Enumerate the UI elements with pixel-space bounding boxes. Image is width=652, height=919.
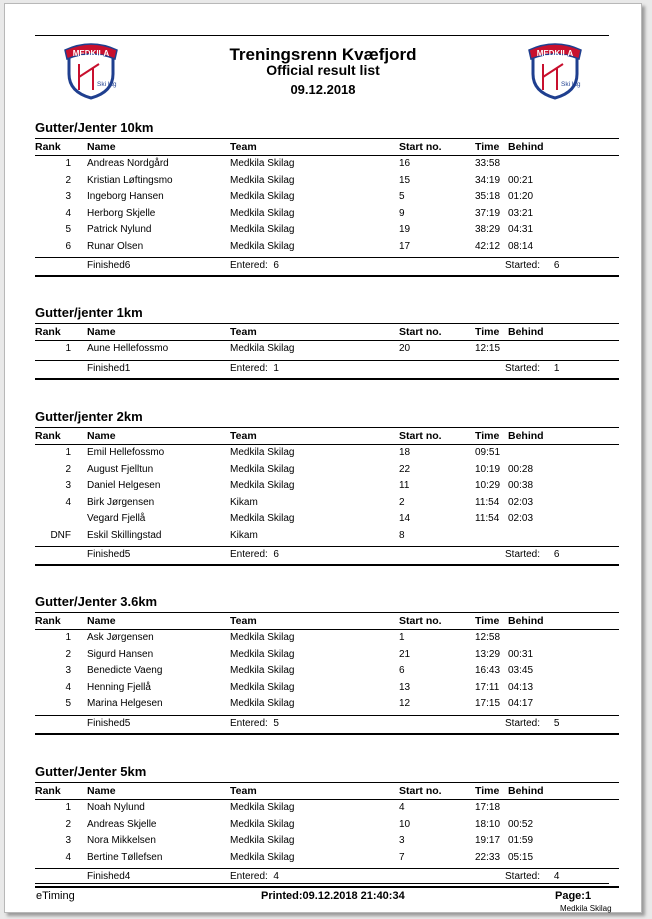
team-cell: Medkila Skilag xyxy=(230,463,295,475)
col-rank-header: Rank xyxy=(35,430,61,442)
time-cell: 12:58 xyxy=(475,632,501,643)
result-row xyxy=(35,189,619,205)
name-cell: Henning Fjellå xyxy=(87,681,151,693)
logo-banner-text: MEDKILA xyxy=(72,49,110,58)
behind-cell: 00:31 xyxy=(508,648,534,660)
result-row xyxy=(35,511,619,527)
team-cell: Medkila Skilag xyxy=(230,191,295,202)
rank-cell: 1 xyxy=(65,158,71,169)
behind-cell: 02:03 xyxy=(508,496,534,508)
section-summary xyxy=(35,360,619,380)
result-sheet xyxy=(4,3,642,913)
team-cell: Medkila Skilag xyxy=(230,851,295,863)
team-cell: Medkila Skilag xyxy=(230,818,295,830)
result-row xyxy=(35,462,619,478)
rank-cell: DNF xyxy=(50,529,71,541)
finished-count: Finished1 xyxy=(87,362,131,374)
rank-cell: 3 xyxy=(65,191,71,202)
team-cell: Kikam xyxy=(230,496,258,508)
footer-software: eTiming xyxy=(36,890,75,902)
rank-cell: 6 xyxy=(65,240,71,252)
time-cell: 17:18 xyxy=(475,802,501,813)
rank-cell: 4 xyxy=(65,207,71,219)
start-no-cell: 10 xyxy=(399,818,411,830)
time-cell: 12:15 xyxy=(475,343,501,354)
time-cell: 11:54 xyxy=(475,496,500,508)
result-row xyxy=(35,206,619,222)
start-no-cell: 8 xyxy=(399,529,405,541)
team-cell: Medkila Skilag xyxy=(230,447,295,458)
logo-sub-text: Ski lag xyxy=(561,81,581,88)
result-row xyxy=(35,528,619,544)
col-rank-header: Rank xyxy=(35,141,61,153)
name-cell: Sigurd Hansen xyxy=(87,648,154,660)
time-cell: 34:19 xyxy=(475,174,501,186)
col-behind-header: Behind xyxy=(508,430,544,442)
time-cell: 33:58 xyxy=(475,158,501,169)
team-cell: Medkila Skilag xyxy=(230,224,295,235)
col-rank-header: Rank xyxy=(35,615,61,627)
result-row xyxy=(35,478,619,494)
col-start-header: Start no. xyxy=(399,430,442,442)
start-no-cell: 21 xyxy=(399,648,411,660)
team-cell: Medkila Skilag xyxy=(230,802,295,813)
behind-cell: 03:45 xyxy=(508,665,534,676)
result-row xyxy=(35,222,619,238)
behind-cell: 00:38 xyxy=(508,480,534,491)
section-summary xyxy=(35,257,619,277)
section-title: Gutter/Jenter 5km xyxy=(35,764,147,779)
event-subtitle: Official result list xyxy=(266,62,380,78)
start-no-cell: 14 xyxy=(399,513,411,524)
name-cell: Ingeborg Hansen xyxy=(87,191,164,202)
col-team-header: Team xyxy=(230,615,257,627)
name-cell: Noah Nylund xyxy=(87,802,145,813)
behind-cell: 08:14 xyxy=(508,240,534,252)
rank-cell: 2 xyxy=(65,648,71,660)
time-cell: 16:43 xyxy=(475,665,501,676)
time-cell: 09:51 xyxy=(475,447,501,458)
start-no-cell: 5 xyxy=(399,191,405,202)
behind-cell: 00:28 xyxy=(508,463,534,475)
time-cell: 19:17 xyxy=(475,835,501,846)
start-no-cell: 13 xyxy=(399,681,411,693)
time-cell: 18:10 xyxy=(475,818,501,830)
team-cell: Medkila Skilag xyxy=(230,665,295,676)
column-header xyxy=(35,782,619,800)
behind-cell: 05:15 xyxy=(508,851,534,863)
entered-count: Entered: 6 xyxy=(230,549,279,560)
result-row xyxy=(35,850,619,866)
team-cell: Medkila Skilag xyxy=(230,648,295,660)
entered-count: Entered: 4 xyxy=(230,871,279,882)
time-cell: 10:19 xyxy=(475,463,501,475)
column-header xyxy=(35,138,619,156)
name-cell: Herborg Skjelle xyxy=(87,207,156,219)
event-date: 09.12.2018 xyxy=(290,82,356,97)
started-count: Started: 1 xyxy=(505,362,560,374)
col-rank-header: Rank xyxy=(35,326,61,338)
rank-cell: 3 xyxy=(65,665,71,676)
col-team-header: Team xyxy=(230,326,257,338)
name-cell: Nora Mikkelsen xyxy=(87,835,156,846)
column-header xyxy=(35,612,619,630)
started-count: Started: 6 xyxy=(505,260,560,271)
time-cell: 42:12 xyxy=(475,240,501,252)
finished-count: Finished6 xyxy=(87,260,131,271)
section-summary xyxy=(35,546,619,566)
start-no-cell: 9 xyxy=(399,207,405,219)
start-no-cell: 17 xyxy=(399,240,411,252)
time-cell: 22:33 xyxy=(475,851,501,863)
logo-sub-text: Ski lag xyxy=(97,81,117,88)
time-cell: 37:19 xyxy=(475,207,501,219)
column-header xyxy=(35,427,619,445)
start-no-cell: 3 xyxy=(399,835,405,846)
name-cell: Vegard Fjellå xyxy=(87,513,146,524)
team-cell: Medkila Skilag xyxy=(230,681,295,693)
col-start-header: Start no. xyxy=(399,326,442,338)
started-count: Started: 4 xyxy=(505,871,560,882)
rank-cell: 1 xyxy=(65,343,71,354)
section-summary xyxy=(35,715,619,735)
col-time-header: Time xyxy=(475,785,500,797)
entered-count: Entered: 1 xyxy=(230,362,279,374)
col-rank-header: Rank xyxy=(35,785,61,797)
name-cell: Patrick Nylund xyxy=(87,224,152,235)
name-cell: Ask Jørgensen xyxy=(87,632,154,643)
col-behind-header: Behind xyxy=(508,141,544,153)
team-cell: Medkila Skilag xyxy=(230,698,295,709)
col-time-header: Time xyxy=(475,615,500,627)
col-name-header: Name xyxy=(87,615,116,627)
time-cell: 13:29 xyxy=(475,648,501,660)
rank-cell: 2 xyxy=(65,174,71,186)
rank-cell: 1 xyxy=(65,802,71,813)
start-no-cell: 18 xyxy=(399,447,411,458)
result-row xyxy=(35,495,619,511)
time-cell: 17:15 xyxy=(475,698,501,709)
name-cell: Bertine Tøllefsen xyxy=(87,851,163,863)
behind-cell: 04:13 xyxy=(508,681,534,693)
finished-count: Finished5 xyxy=(87,549,131,560)
start-no-cell: 2 xyxy=(399,496,405,508)
team-cell: Medkila Skilag xyxy=(230,513,295,524)
behind-cell: 03:21 xyxy=(508,207,534,219)
name-cell: Andreas Nordgård xyxy=(87,158,169,169)
name-cell: Benedicte Vaeng xyxy=(87,665,163,676)
rank-cell: 5 xyxy=(65,224,71,235)
start-no-cell: 19 xyxy=(399,224,411,235)
rank-cell: 1 xyxy=(65,632,71,643)
rank-cell: 4 xyxy=(65,496,71,508)
col-team-header: Team xyxy=(230,785,257,797)
footer-page: Page:1 xyxy=(555,890,592,902)
result-row xyxy=(35,239,619,255)
result-row xyxy=(35,680,619,696)
entered-count: Entered: 6 xyxy=(230,260,279,271)
start-no-cell: 15 xyxy=(399,174,411,186)
col-time-header: Time xyxy=(475,430,500,442)
start-no-cell: 4 xyxy=(399,802,405,813)
team-cell: Medkila Skilag xyxy=(230,158,295,169)
result-row xyxy=(35,341,619,357)
time-cell: 11:54 xyxy=(475,513,500,524)
team-cell: Medkila Skilag xyxy=(230,207,295,219)
entered-count: Entered: 5 xyxy=(230,717,279,729)
column-header xyxy=(35,323,619,341)
col-name-header: Name xyxy=(87,430,116,442)
result-row xyxy=(35,833,619,849)
result-row xyxy=(35,817,619,833)
section-title: Gutter/Jenter 3.6km xyxy=(35,594,158,609)
logo-banner-text: MEDKILA xyxy=(536,49,574,58)
col-start-header: Start no. xyxy=(399,785,442,797)
col-team-header: Team xyxy=(230,141,257,153)
result-row xyxy=(35,647,619,663)
name-cell: Eskil Skillingstad xyxy=(87,529,162,541)
section-title: Gutter/Jenter 10km xyxy=(35,120,154,135)
footer-printed: Printed:09.12.2018 21:40:34 xyxy=(261,890,405,902)
behind-cell: 02:03 xyxy=(508,513,534,524)
start-no-cell: 6 xyxy=(399,665,405,676)
rank-cell: 3 xyxy=(65,480,71,491)
col-behind-header: Behind xyxy=(508,326,544,338)
name-cell: Emil Hellefossmo xyxy=(87,447,165,458)
col-time-header: Time xyxy=(475,326,500,338)
event-title: Treningsrenn Kvæfjord xyxy=(229,45,417,64)
rank-cell: 1 xyxy=(65,447,71,458)
start-no-cell: 20 xyxy=(399,343,411,354)
started-count: Started: 6 xyxy=(505,549,560,560)
time-cell: 17:11 xyxy=(475,681,500,693)
col-start-header: Start no. xyxy=(399,141,442,153)
col-name-header: Name xyxy=(87,141,116,153)
result-row xyxy=(35,696,619,712)
name-cell: Marina Helgesen xyxy=(87,698,163,709)
col-behind-header: Behind xyxy=(508,615,544,627)
name-cell: Runar Olsen xyxy=(87,240,144,252)
result-row xyxy=(35,173,619,189)
name-cell: Daniel Helgesen xyxy=(87,480,161,491)
col-name-header: Name xyxy=(87,785,116,797)
name-cell: August Fjelltun xyxy=(87,463,154,475)
name-cell: Aune Hellefossmo xyxy=(87,343,169,354)
start-no-cell: 11 xyxy=(399,480,410,491)
started-count: Started: 5 xyxy=(505,717,560,729)
rank-cell: 2 xyxy=(65,463,71,475)
finished-count: Finished5 xyxy=(87,717,131,729)
time-cell: 38:29 xyxy=(475,224,501,235)
footer-rule xyxy=(35,883,609,884)
section-summary xyxy=(35,868,619,888)
rank-cell: 4 xyxy=(65,851,71,863)
team-cell: Medkila Skilag xyxy=(230,632,295,643)
behind-cell: 04:31 xyxy=(508,224,534,235)
team-cell: Kikam xyxy=(230,529,258,541)
team-cell: Medkila Skilag xyxy=(230,835,295,846)
col-name-header: Name xyxy=(87,326,116,338)
result-row xyxy=(35,663,619,679)
rank-cell: 2 xyxy=(65,818,71,830)
time-cell: 10:29 xyxy=(475,480,501,491)
name-cell: Birk Jørgensen xyxy=(87,496,155,508)
name-cell: Andreas Skjelle xyxy=(87,818,157,830)
team-cell: Medkila Skilag xyxy=(230,174,295,186)
team-cell: Medkila Skilag xyxy=(230,480,295,491)
finished-count: Finished4 xyxy=(87,871,131,882)
footer-club: Medkila Skilag xyxy=(560,904,612,913)
team-cell: Medkila Skilag xyxy=(230,240,295,252)
col-team-header: Team xyxy=(230,430,257,442)
rank-cell: 4 xyxy=(65,681,71,693)
start-no-cell: 16 xyxy=(399,158,411,169)
result-row xyxy=(35,445,619,461)
behind-cell: 01:59 xyxy=(508,835,534,846)
rank-cell: 3 xyxy=(65,835,71,846)
section-title: Gutter/jenter 2km xyxy=(35,409,143,424)
result-row xyxy=(35,800,619,816)
result-row xyxy=(35,630,619,646)
behind-cell: 01:20 xyxy=(508,191,534,202)
col-start-header: Start no. xyxy=(399,615,442,627)
behind-cell: 00:21 xyxy=(508,174,534,186)
result-row xyxy=(35,156,619,172)
start-no-cell: 7 xyxy=(399,851,405,863)
header-rule xyxy=(35,35,609,36)
time-cell: 35:18 xyxy=(475,191,501,202)
rank-cell: 5 xyxy=(65,698,71,709)
col-time-header: Time xyxy=(475,141,500,153)
team-cell: Medkila Skilag xyxy=(230,343,295,354)
section-title: Gutter/jenter 1km xyxy=(35,305,143,320)
col-behind-header: Behind xyxy=(508,785,544,797)
start-no-cell: 22 xyxy=(399,463,411,475)
behind-cell: 04:17 xyxy=(508,698,534,709)
name-cell: Kristian Løftingsmo xyxy=(87,174,173,186)
start-no-cell: 1 xyxy=(399,632,405,643)
start-no-cell: 12 xyxy=(399,698,411,709)
behind-cell: 00:52 xyxy=(508,818,534,830)
